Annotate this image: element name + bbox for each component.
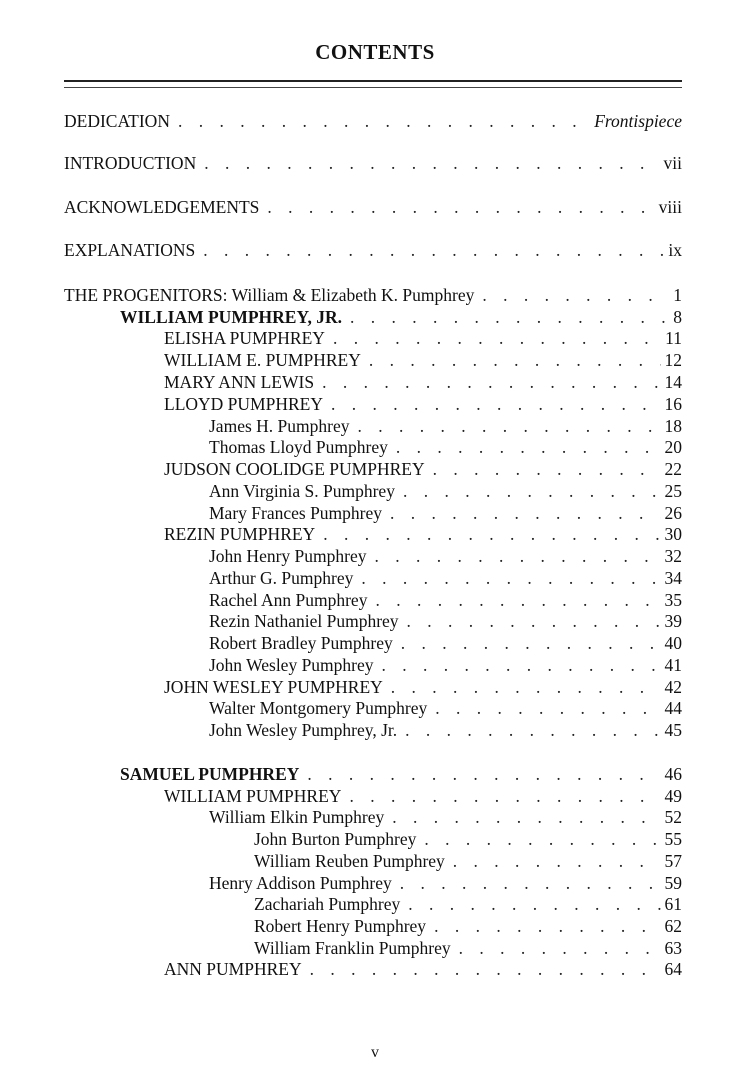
toc-entry	[209, 567, 682, 589]
dot-leader	[333, 327, 661, 349]
toc-entry-title: Rachel Ann Pumphrey	[209, 590, 368, 610]
toc-entry-page: 32	[664, 546, 682, 566]
toc-entry-page: 16	[664, 394, 682, 414]
toc-entry	[209, 480, 682, 502]
toc-entry	[209, 589, 682, 611]
toc-entry	[164, 958, 682, 980]
toc-entry-page: 26	[664, 503, 682, 523]
toc-entry-page: 62	[664, 916, 682, 936]
toc-entry-page: 41	[664, 655, 682, 675]
toc-entry-page: 40	[664, 633, 682, 653]
dot-leader	[349, 785, 660, 807]
toc-entry	[164, 676, 682, 698]
toc-entry-page: 46	[664, 764, 682, 784]
toc-entry-page: Frontispiece	[594, 111, 682, 131]
toc-entry-page: 35	[664, 590, 682, 610]
toc-entry-title: ACKNOWLEDGEMENTS	[64, 197, 260, 217]
toc-entry-title: William Elkin Pumphrey	[209, 807, 385, 827]
dot-leader	[392, 806, 660, 828]
dot-leader	[322, 371, 660, 393]
toc-entry-page: 25	[664, 481, 682, 501]
dot-leader	[382, 654, 661, 676]
toc-entry	[254, 937, 682, 959]
toc-entry-page: 22	[664, 459, 682, 479]
dot-leader	[435, 697, 660, 719]
toc-entry-page: 1	[673, 285, 682, 305]
dot-leader	[204, 152, 659, 174]
toc-entry	[64, 239, 682, 261]
dot-leader	[396, 436, 661, 458]
toc-entry-page: 14	[664, 372, 682, 392]
toc-entry-title: ELISHA PUMPHREY	[164, 328, 325, 348]
toc-entry-title: JOHN WESLEY PUMPHREY	[164, 677, 383, 697]
toc-entry-title: John Burton Pumphrey	[254, 829, 417, 849]
toc-entry-title: James H. Pumphrey	[209, 416, 350, 436]
toc-entry-title: EXPLANATIONS	[64, 240, 196, 260]
toc-entry	[164, 393, 682, 415]
toc-entry-title: Zachariah Pumphrey	[254, 894, 401, 914]
toc-entry-title: Ann Virginia S. Pumphrey	[209, 481, 395, 501]
toc-entry-title: John Wesley Pumphrey	[209, 655, 374, 675]
toc-entry-title: WILLIAM E. PUMPHREY	[164, 350, 361, 370]
page-title: CONTENTS	[315, 40, 435, 64]
toc-entry-title: INTRODUCTION	[64, 153, 197, 173]
toc-entry	[64, 110, 682, 132]
toc-entry	[120, 306, 682, 328]
dot-leader	[375, 589, 660, 611]
toc-entry	[64, 284, 682, 306]
toc-entry-title: Walter Montgomery Pumphrey	[209, 698, 428, 718]
dot-leader	[434, 915, 660, 937]
toc-entry-page: 52	[664, 807, 682, 827]
dot-leader	[350, 306, 669, 328]
toc-entry-title: DEDICATION	[64, 111, 170, 131]
toc-entry-page: ix	[668, 240, 682, 260]
toc-entry-page: 44	[664, 698, 682, 718]
toc-entry	[164, 785, 682, 807]
toc-entry-title: William Reuben Pumphrey	[254, 851, 445, 871]
toc-entry	[164, 371, 682, 393]
dot-leader	[178, 110, 590, 132]
toc-entry-title: SAMUEL PUMPHREY	[120, 764, 300, 784]
dot-leader	[323, 523, 660, 545]
toc-entry	[254, 828, 682, 850]
toc-entry	[209, 806, 682, 828]
toc-entry-page: 57	[664, 851, 682, 871]
toc-entry	[209, 719, 682, 741]
toc-entry-title: Arthur G. Pumphrey	[209, 568, 354, 588]
toc-entry-title: ANN PUMPHREY	[164, 959, 302, 979]
toc-entry	[164, 349, 682, 371]
dot-leader	[374, 545, 660, 567]
toc-entry-page: 49	[664, 786, 682, 806]
dot-leader	[357, 415, 660, 437]
dot-leader	[403, 480, 661, 502]
dot-leader	[405, 719, 660, 741]
toc-entry-page: 34	[664, 568, 682, 588]
toc-entry-title: JUDSON COOLIDGE PUMPHREY	[164, 459, 425, 479]
toc-entry	[209, 872, 682, 894]
toc-entry-title: REZIN PUMPHREY	[164, 524, 316, 544]
dot-leader	[203, 239, 664, 261]
dot-leader	[407, 610, 661, 632]
dot-leader	[433, 458, 661, 480]
toc-entry-page: 18	[664, 416, 682, 436]
toc-entry-title: John Wesley Pumphrey, Jr.	[209, 720, 398, 740]
toc-entry-title: William Franklin Pumphrey	[254, 938, 451, 958]
toc-entry-title: THE PROGENITORS: William & Elizabeth K. Pumphrey	[64, 285, 475, 305]
toc-entry-page: 55	[664, 829, 682, 849]
toc-entry-title: Henry Addison Pumphrey	[209, 873, 392, 893]
toc-entry-page: 39	[664, 611, 682, 631]
toc-entry-title: Rezin Nathaniel Pumphrey	[209, 611, 399, 631]
toc-entry	[120, 763, 682, 785]
dot-leader	[310, 958, 661, 980]
toc-entry	[254, 915, 682, 937]
toc-entry	[64, 152, 682, 174]
toc-entry-page: 45	[664, 720, 682, 740]
dot-leader	[267, 196, 654, 218]
toc-entry-page: 63	[664, 938, 682, 958]
toc-entry	[254, 893, 682, 915]
dot-leader	[424, 828, 660, 850]
toc-entry-page: vii	[663, 153, 682, 173]
toc-entry-title: John Henry Pumphrey	[209, 546, 367, 566]
toc-entry-title: WILLIAM PUMPHREY, JR.	[120, 307, 342, 327]
toc-entry-title: WILLIAM PUMPHREY	[164, 786, 342, 806]
toc-entry-title: MARY ANN LEWIS	[164, 372, 315, 392]
dot-leader	[408, 893, 660, 915]
toc-entry-page: 61	[664, 894, 682, 914]
toc-entry	[209, 697, 682, 719]
toc-entry-page: 12	[664, 350, 682, 370]
toc-entry-title: Robert Henry Pumphrey	[254, 916, 427, 936]
toc-entry-page: 64	[664, 959, 682, 979]
toc-entry	[209, 502, 682, 524]
toc-entry	[209, 545, 682, 567]
dot-leader	[482, 284, 669, 306]
toc-entry	[209, 610, 682, 632]
toc-entry-page: viii	[658, 197, 682, 217]
toc-entry	[209, 632, 682, 654]
dot-leader	[391, 676, 661, 698]
toc-entry	[64, 196, 682, 218]
dot-leader	[331, 393, 661, 415]
dot-leader	[307, 763, 660, 785]
dot-leader	[361, 567, 660, 589]
toc-entry	[209, 654, 682, 676]
toc-entry	[164, 327, 682, 349]
toc-entry-page: 30	[664, 524, 682, 544]
toc-entry-title: Robert Bradley Pumphrey	[209, 633, 393, 653]
toc-entry-page: 11	[665, 328, 682, 348]
toc-entry-page: 42	[664, 677, 682, 697]
toc-entry-page: 8	[673, 307, 682, 327]
page-number: v	[371, 1044, 379, 1061]
dot-leader	[400, 872, 661, 894]
toc-entry	[254, 850, 682, 872]
toc-entry-page: 20	[664, 437, 682, 457]
toc-entry-page: 59	[664, 873, 682, 893]
toc-entry-title: Mary Frances Pumphrey	[209, 503, 383, 523]
dot-leader	[401, 632, 661, 654]
toc-entry	[164, 523, 682, 545]
toc-entry-title: LLOYD PUMPHREY	[164, 394, 323, 414]
toc-entry	[209, 436, 682, 458]
toc-entry-title: Thomas Lloyd Pumphrey	[209, 437, 388, 457]
dot-leader	[459, 937, 661, 959]
toc-entry	[209, 415, 682, 437]
dot-leader	[390, 502, 660, 524]
toc-entry	[164, 458, 682, 480]
dot-leader	[369, 349, 661, 371]
dot-leader	[453, 850, 661, 872]
